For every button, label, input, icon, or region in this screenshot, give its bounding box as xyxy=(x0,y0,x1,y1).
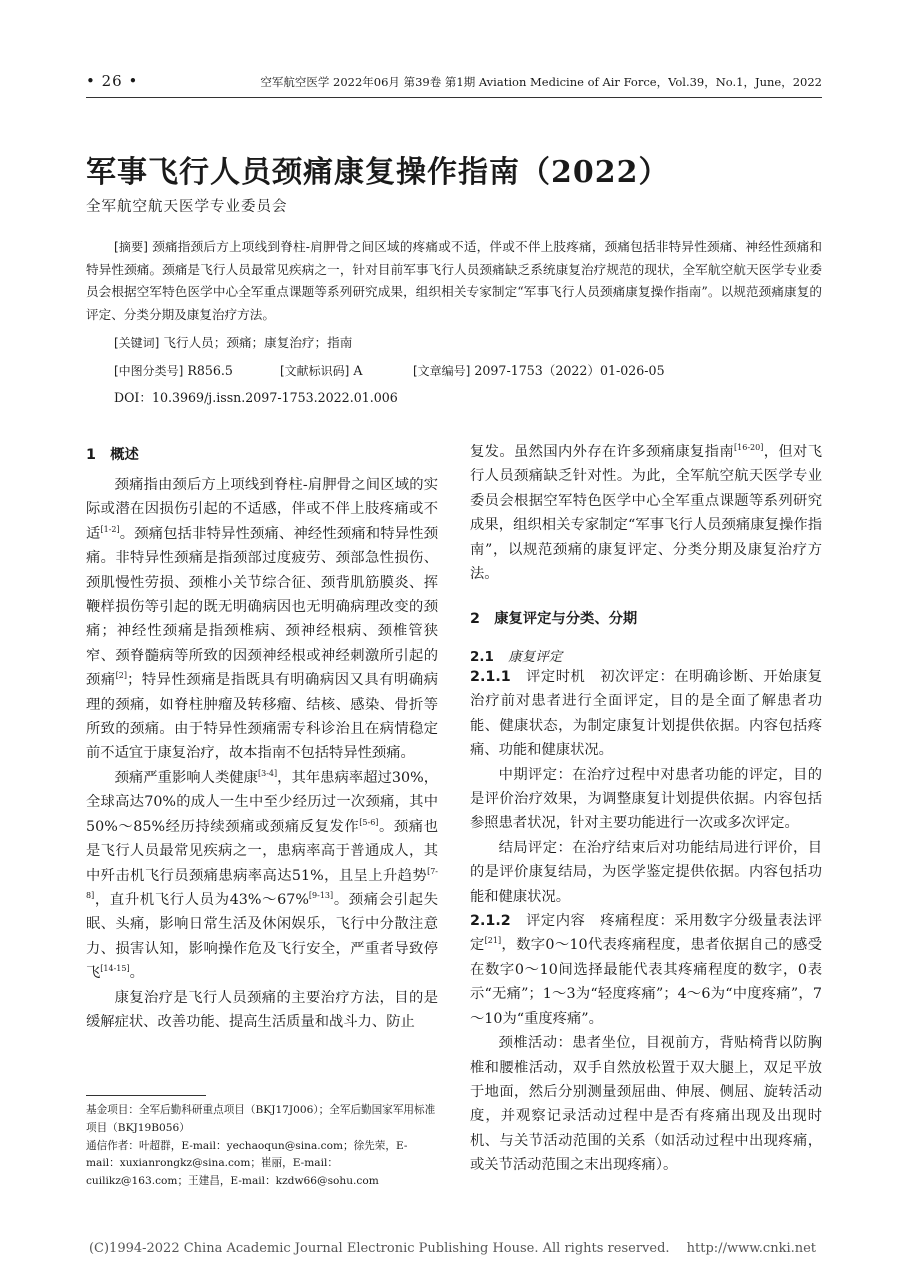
abstract-text: 颈痛指颈后方上项线到脊柱-肩胛骨之间区域的疼痛或不适，伴或不伴上肢疼痛，颈痛包括非特异性颈痛、神经性颈痛和特异性颈痛。颈痛是飞行人员最常见疾病之一，针对目前军事飞行人员颈痛缺乏系统康复治疗规范的现状，全军航空航天医学专业委员会根据空军特色医学中心全军重点课题等系列研究成果，组织相关专家制定“军事飞行人员颈痛康复操作指南”。以规范颈痛康复的评定、分类分期及康复治疗方法。 xyxy=(86,239,822,322)
citation: [7-8] xyxy=(86,866,438,901)
footnote-rule xyxy=(86,1095,206,1096)
citation: [2] xyxy=(115,671,128,681)
paragraph-overview-1: 颈痛指由颈后方上项线到脊柱-肩胛骨之间区域的实际或潜在因损伤引起的不适感，伴或不伴上肢疼痛或不适[1-2]。颈痛包括非特异性颈痛、神经性颈痛和特异性颈痛。非特异性颈痛是指颈部过度疲劳、颈部急性损伤、颈肌慢性劳损、颈椎小关节综合征、颈背肌筋膜炎、挥鞭样损伤等引起的既无明确病因也无明确病理改变的颈痛；神经性颈痛是指颈椎病、颈神经根病、颈椎管狭窄、颈脊髓病等所致的因颈神经根或神经刺激所引起的颈痛[2]；特异性颈痛是指既具有明确病因又具有明确病理的颈痛，如脊柱肿瘤及转移瘤、结核、感染、骨折等所致的颈痛。由于特异性颈痛需专科诊治且在病情稳定前不适宜于康复治疗，故本指南不包括特异性颈痛。 xyxy=(86,477,439,762)
doc-code-label: [文献标识码] xyxy=(280,364,350,378)
keywords-label: [关键词] xyxy=(114,336,160,350)
left-column-body xyxy=(86,473,438,1034)
doi: DOI：10.3969/j.issn.2097-1753.2022.01.006 xyxy=(114,390,398,405)
footnote xyxy=(86,1102,438,1191)
section-2-heading: 2 康复评定与分类、分期 xyxy=(470,611,638,627)
article-no-value: 2097-1753（2022）01-026-05 xyxy=(474,363,665,378)
page-number: • 26 • xyxy=(86,72,139,90)
citation: [1-2] xyxy=(100,525,120,535)
header-rule xyxy=(86,97,822,98)
citation: [9-13] xyxy=(308,891,334,901)
section-2-1-1-number: 2.1.1 xyxy=(470,669,511,685)
article-no-label: [文章编号] xyxy=(413,364,471,378)
paragraph-cervical-mobility: 颈椎活动：患者坐位，目视前方，背贴椅背以防胸椎和腰椎活动，双手自然放松置于双大腿上，双足平放于地面，然后分别测量颈屈曲、伸展、侧屈、旋转活动度，并观察记录活动过程中是否有疼痛出现及出现时机、与关节活动范围的关系（如活动过程中出现疼痛，或关节活动范围之末出现疼痛）。 xyxy=(470,1035,822,1174)
paragraph-overview-4: 复发。虽然国内外存在许多颈痛康复指南[16-20]，但对飞行人员颈痛缺乏针对性。为此，全军航空航天医学专业委员会根据空军特色医学中心全军重点课题等系列研究成果，组织相关专家制定“军事飞行人员颈痛康复操作指南”，以规范颈痛的康复评定、分类分期及康复治疗方法。 xyxy=(470,443,822,583)
running-head xyxy=(86,70,822,96)
citation: [16-20] xyxy=(734,443,764,453)
section-2-1-1-title: 评定时机 xyxy=(526,669,586,685)
article-title: 军事飞行人员颈痛康复操作指南（2022） xyxy=(86,155,670,190)
section-2-1-heading xyxy=(470,645,562,665)
section-2-1-number: 2.1 xyxy=(470,649,494,665)
keywords xyxy=(86,332,850,355)
paragraph-initial-assessment: 2.1.1 评定时机 初次评定：在明确诊断、开始康复治疗前对患者进行全面评定，目的是全面了解患者功能、健康状态，为制定康复计划提供依据。内容包括疼痛、功能和健康状况。 xyxy=(470,669,823,759)
section-2-1-2-number: 2.1.2 xyxy=(470,913,511,930)
paragraph-overview-3: 康复治疗是飞行人员颈痛的主要治疗方法，目的是缓解症状、改善功能、提高生活质量和战斗力、防止 xyxy=(86,989,438,1030)
funding-note: 基金项目：全军后勤科研重点项目（BKJ17J006）；全军后勤国家军用标准项目（BKJ19B056） xyxy=(86,1104,436,1134)
paragraph-pain-scale: 2.1.2 评定内容 疼痛程度：采用数字分级量表法评定[21]，数字0～10代表疼痛程度，患者依据自己的感受在数字0～10间选择最能代表其疼痛程度的数字，0表示“无痛”；1～3为“轻度疼痛”；4～6为“中度疼痛”，7～10为“重度疼痛”。 xyxy=(470,913,823,1027)
section-2-1-title: 康复评定 xyxy=(508,649,563,665)
article-no-field xyxy=(413,360,665,383)
correspondence-note: 通信作者：叶超群，E-mail：yechaoqun@sina.com；徐先荣，E-mail：xuxianrongkz@sina.com；崔丽，E-mail：cuilikz@163.com；王建昌，E-mail：kzdw66@sohu.com xyxy=(86,1139,408,1188)
abstract xyxy=(86,236,822,326)
keywords-text: 飞行人员；颈痛；康复治疗；指南 xyxy=(163,335,353,350)
clc-value: R856.5 xyxy=(187,363,233,378)
section-1-heading: 1 概述 xyxy=(86,447,139,463)
classification-line xyxy=(86,360,822,382)
citation: [3-4] xyxy=(258,769,278,779)
article-authors: 全军航空航天医学专业委员会 xyxy=(86,199,288,215)
doc-code-field xyxy=(280,360,363,383)
doc-code-value: A xyxy=(353,363,363,378)
right-column-intro xyxy=(470,440,822,586)
section-2-1-2-title: 评定内容 xyxy=(526,913,586,930)
clc-label: [中图分类号] xyxy=(114,364,184,378)
paragraph-mid-assessment: 中期评定：在治疗过程中对患者功能的评定，目的是评价治疗效果，为调整康复计划提供依据。内容包括参照患者状况，针对主要功能进行一次或多次评定。 xyxy=(470,766,822,832)
citation: [14-15] xyxy=(100,964,130,974)
abstract-label: [摘要] xyxy=(114,240,148,254)
clc-field xyxy=(114,360,233,383)
paragraph-overview-2: 颈痛严重影响人类健康[3-4]，其年患病率超过30%，全球高达70%的成人一生中至少经历过一次颈痛，其中50%～85%经历持续颈痛或颈痛反复发作[5-6]。颈痛也是飞行人员最常见疾病之一，患病率高于普通成人，其中歼击机飞行员颈痛患病率高达51%，且呈上升趋势[7-8]，直升机飞行人员为43%～67%[9-13]。颈痛会引起失眠、头痛，影响日常生活及休闲娱乐，飞行中分散注意力、损害认知，影响操作危及飞行安全，严重者导致停飞[14-15]。 xyxy=(86,769,439,982)
copyright-notice: (C)1994-2022 China Academic Journal Electronic Publishing House. All rights reserved. http://www.cnki.net xyxy=(88,1241,817,1256)
paragraph-outcome-assessment: 结局评定：在治疗结束后对功能结局进行评价，目的是评价康复结局，为医学鉴定提供依据。内容包括功能和健康状况。 xyxy=(470,839,822,905)
citation: [5-6] xyxy=(359,817,379,827)
section-2-1-1 xyxy=(470,665,822,1178)
journal-citation-line: 空军航空医学 2022年06月 第39卷 第1期 Aviation Medicine of Air Force，Vol.39，No.1，June，2022 xyxy=(260,75,822,89)
citation: [21] xyxy=(484,936,502,946)
